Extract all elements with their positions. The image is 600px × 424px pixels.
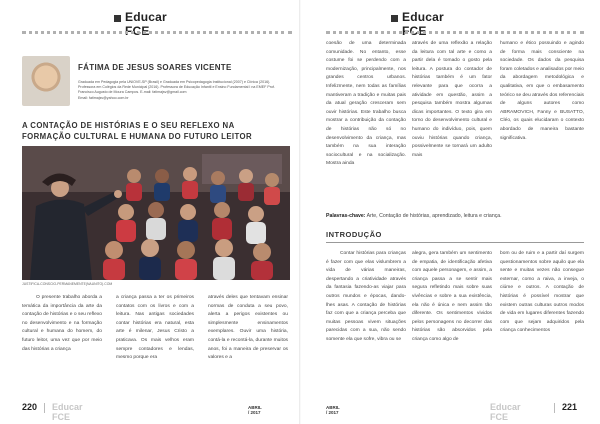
right-top-column-3: humano e ético possuindo e agindo de forma mais consciente na sociedade. Os dados da pesquisa foram coletados e analisados por meio da abordagem metodológica e qualitativa, em que o embasamento teórico se deu através dos referenciais de alguns autores como ABRAMOVICH, Fanny e BUSATTO, Cléo, os quais elucidaram o contexto abordado de maneira bastante significativa. (500, 41, 585, 141)
keywords (326, 213, 586, 219)
footer-divider (44, 403, 45, 413)
author-bio (78, 80, 278, 101)
left-column-2: a criança passa a ter os primeiros contatos com os livros e com a leitura. Nas antigas sociedades contar histórias era natural, esta arte é milenar, Jesus Cristo a praticava. Os mais velhos eram sempre contadores e lendas, mesmo porque era (116, 295, 194, 361)
right-page (300, 0, 600, 424)
photo-caption: JUSTIFICA-CONSCIO-PERMANEMENTE(NAUNITO).COM (22, 282, 113, 286)
square-bullet-icon (391, 15, 398, 22)
left-column-3: através deles que tentavam ensinar normas de conduta a seu povo, alerta a perigos existentes ou simplesmente ensinamentos exemplares. Ouvir uma história, contá-la e recontá-la, durante muitos anos, foi a maneira de preservar os valores e a (208, 295, 288, 361)
section-title: INTRODUÇÃO (326, 230, 382, 239)
magazine-title: Educar FCE (125, 10, 167, 38)
right-bottom-column-2: alegra, gera também um sentimento de empatia, de identificação afetiva com aquele personagem, e assim, a criança passa a se sentir mais segura refletindo mais sobre suas vivências e sobre a sua existência, ela não é única e nem assim tão diferente. Os sentimentos vividos pelos personagens no decorrer das histórias são absorvidos pela criança como algo de (412, 251, 492, 342)
right-top-column-2: através de uma reflexão a relação da leitura com tal arte e como a partir dela é tomado o gosto pela leitura. A postura do contador de histórias também é um fator relevante para que ocorra a atividade em questão, assim a pesquisa também mostra algumas dicas importantes. O texto gira em torno do desenvolvimento cultural e humano do indivíduo, pois, quem ouviu histórias quando criança, possivelmente se tornará um adulto mais (412, 41, 492, 158)
section-underline (326, 242, 584, 243)
dotted-divider (22, 31, 292, 39)
footer-date: ABRIL / 2017 (248, 405, 262, 415)
keywords-label: Palavras-chave: (326, 213, 366, 219)
author-bio-text: Graduada em Pedagogia pela UNIOVE-SP (Brasil) e Graduada em Psicopedagogia Institucional (2007) e Clínica (2016). Professora em Colégios da Rede Municipal (2016). Professora de Educação Infantil e Ensino Fundamental I na EMEF Prof. Francisco Augusto de Moura Campos. E-mail: fatimajsv@gmail.com (78, 80, 275, 95)
square-bullet-icon (114, 15, 121, 22)
keywords-text: Arte, Contação de histórias, aprendizado, leitura e criança. (366, 213, 502, 219)
footer-magazine-title: Educar FCE (52, 402, 83, 422)
page-number: 221 (562, 402, 578, 412)
footer-date: ABRIL / 2017 (326, 405, 340, 415)
left-column-1: O presente trabalho aborda a temática da importância da arte da contação de histórias e o seu reflexo no desenvolvimento e na formação cultural e humana do homem, do futuro leitor, uma vez que por meio das histórias a criança (22, 295, 102, 352)
magazine-title: Educar FCE (402, 10, 444, 38)
right-bottom-column-3: bom ou de ruim e a partir daí surgem questionamentos sobre aquilo que ela sente e muitas vezes não consegue externar, como a raiva, a inveja, o ciúme e outros. A contação de histórias é possível mostrar que existem outras culturas outros modos de vida em lugares diferentes fazendo com que sejam adquiridos pela criança conhecimentos (500, 251, 584, 334)
classroom-illustration (22, 146, 290, 280)
page-number: 220 (22, 402, 38, 412)
dotted-divider (326, 31, 584, 39)
author-photo (22, 56, 70, 106)
footer-divider (554, 403, 555, 413)
author-name: FÁTIMA DE JESUS SOARES VICENTE (78, 63, 232, 72)
author-email: Email: fatimajsv@yahoo.com.br (78, 95, 129, 100)
storytelling-photo (22, 146, 290, 280)
right-bottom-column-1: Contar histórias para crianças é fazer com que elas vislumbrem a vida de várias maneiras, despertando a criatividade através da fantasia fazendo-as viajar para outros mundos e épocas, dando-lhes asas. A contação de histórias faz com que a criança perceba que muitas pessoas vivem situações parecidas com a sua, não sendo somente ela que sofre, vibra ou se (326, 251, 406, 342)
footer-magazine-title: Educar FCE (490, 402, 521, 422)
right-top-column-1: coesão de uma determinada comunidade. No entanto, esse costume foi se perdendo com a modernização, principalmente, nos grandes centros urbanos. Infelizmente, nem todas as famílias mantiveram a tradição e muitas pais da atual geração cresceram sem ouvir histórias. Este trabalho busca mostrar a contribuição da contação de histórias não só no desenvolvimento da criança, mas também na sua interação sociocultural e na socialização. Mostra ainda (326, 41, 406, 167)
article-title: A CONTAÇÃO DE HISTÓRIAS E O SEU REFLEXO NA FORMAÇÃO CULTURAL E HUMANA DO FUTURO LEITOR (22, 121, 253, 141)
